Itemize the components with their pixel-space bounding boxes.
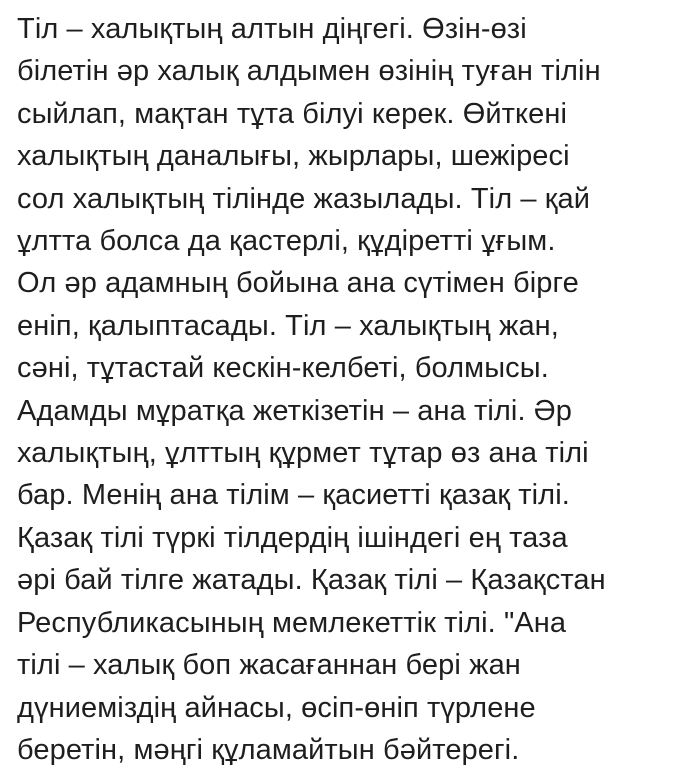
text-line: еніп, қалыптасады. Тіл – халықтың жан,: [17, 309, 559, 342]
paragraph: [17, 8, 689, 771]
text-line: Республикасының мемлекеттік тілі. "Ана: [17, 606, 567, 639]
text-line: Адамды мұратқа жеткізетін – ана тілі. Әр: [17, 394, 572, 427]
text-line: халықтың даналығы, жырлары, шежіресі: [17, 140, 570, 173]
text-line: Қазақ тілі түркі тілдердің ішіндегі ең таза: [17, 521, 568, 554]
text-line: әрі бай тілге жатады. Қазақ тілі – Қазақстан: [17, 564, 606, 597]
text-line: халықтың, ұлттың құрмет тұтар өз ана тілі: [17, 437, 589, 470]
text-line: сол халықтың тілінде жазылады. Тіл – қай: [17, 182, 591, 215]
text-line: Ол әр адамның бойына ана сүтімен бірге: [17, 267, 579, 300]
text-line: сәні, тұтастай кескін-келбеті, болмысы.: [17, 352, 549, 385]
text-line: тілі – халық боп жасағаннан бері жан: [17, 649, 521, 682]
text-line: сыйлап, мақтан тұта білуі керек. Өйткені: [17, 97, 568, 130]
text-line: ұлтта болса да қастерлі, құдіретті ұғым.: [17, 225, 556, 258]
text-line: бар. Менің ана тілім – қасиетті қазақ тілі.: [17, 479, 570, 512]
text-line: Тіл – халықтың алтын діңгегі. Өзін-өзі: [17, 13, 527, 45]
text-line: дүниеміздің айнасы, өсіп-өніп түрлене: [17, 691, 536, 724]
text-line: беретін, мәңгі құламайтын бәйтерегі.: [17, 733, 520, 766]
text-line: білетін әр халық алдымен өзінің туған тілін: [17, 55, 601, 88]
